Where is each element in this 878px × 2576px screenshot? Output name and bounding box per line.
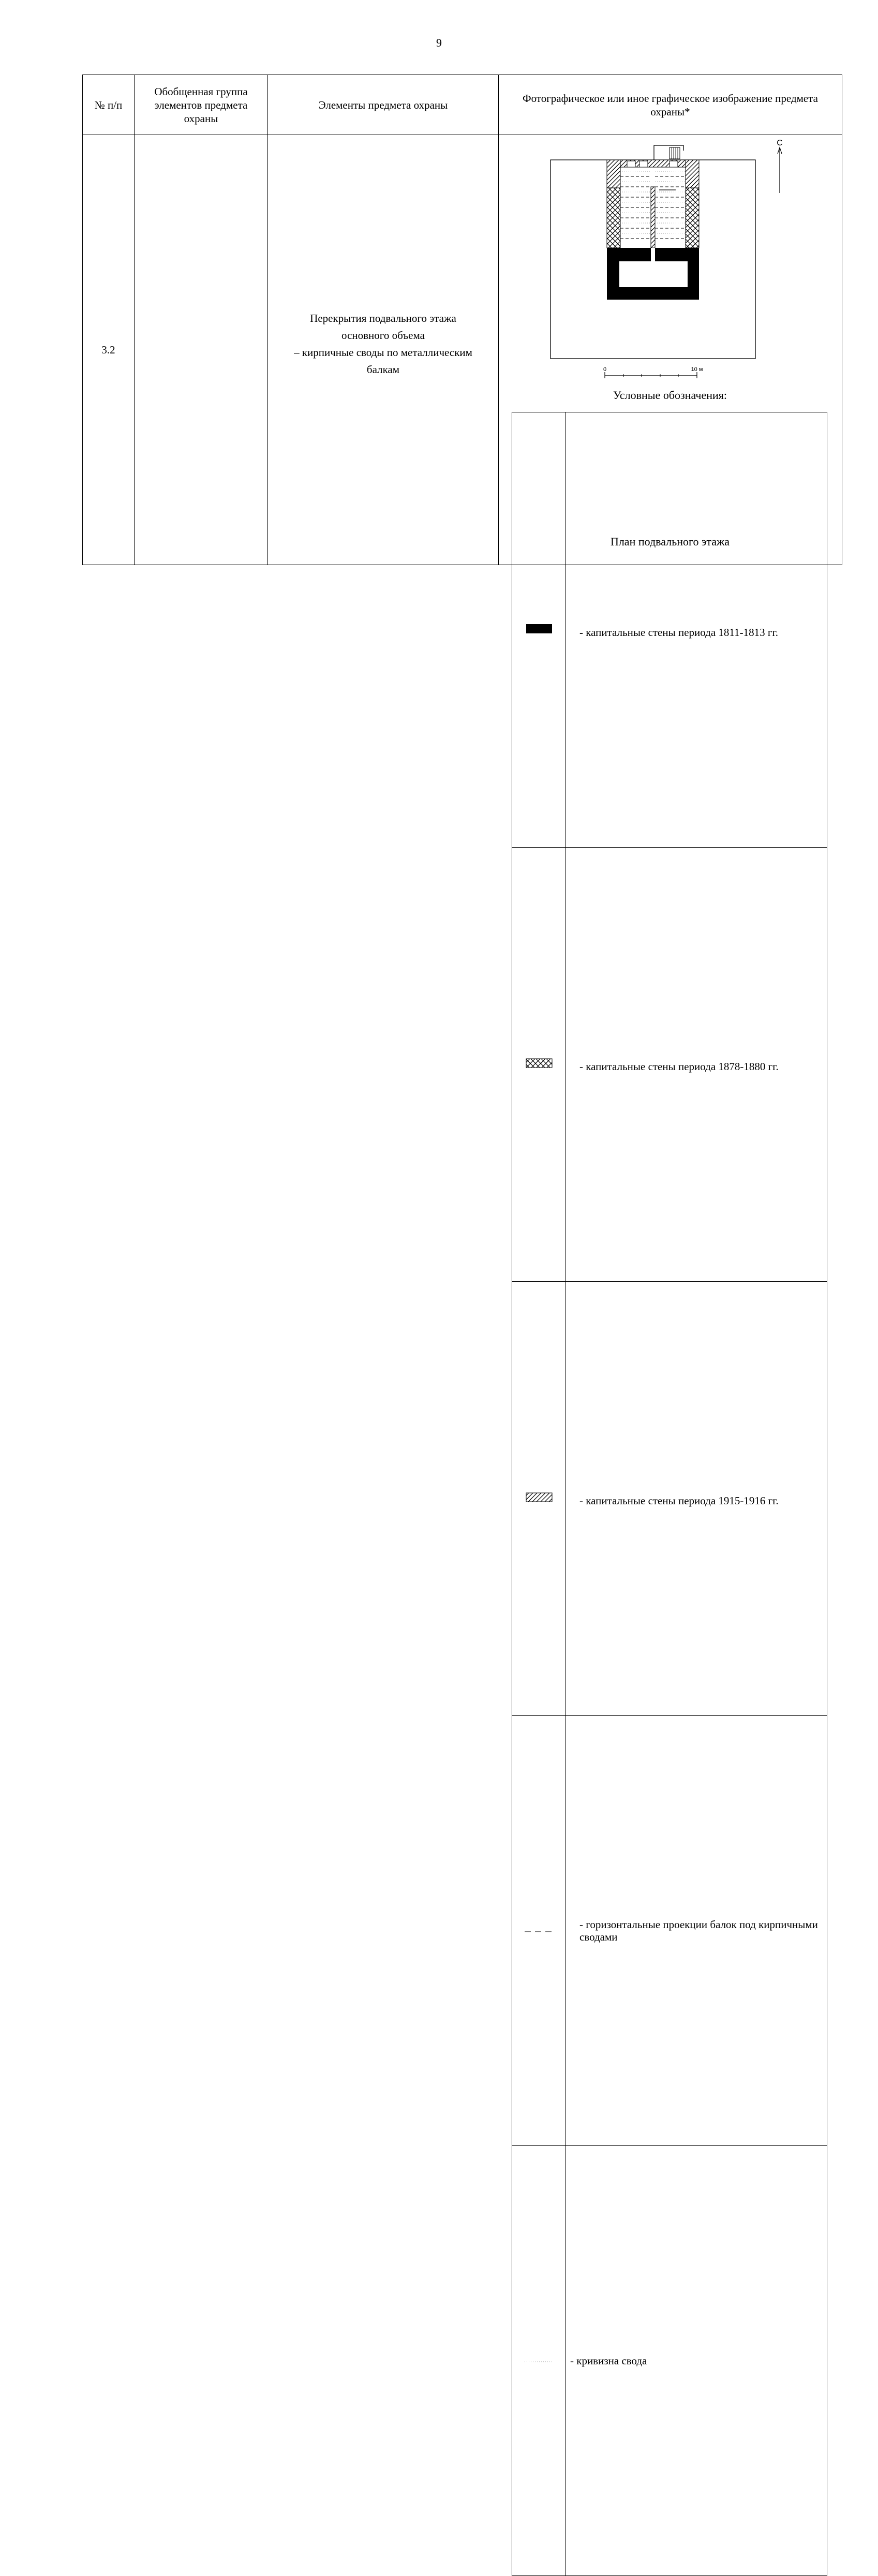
north-label: С <box>777 139 783 147</box>
scale-end-label: 10 м <box>691 366 703 373</box>
legend-text: - капитальные стены периода 1811-1813 гг. <box>566 412 827 848</box>
legend-row <box>512 848 827 1282</box>
header-group: Обобщенная группа элементов предмета охраны <box>135 75 268 135</box>
page-number: 9 <box>436 36 442 49</box>
elements-line: основного объема <box>341 329 425 342</box>
solid-black-swatch-icon <box>512 412 566 848</box>
legend-text: - капитальные стены периода 1878-1880 гг. <box>566 848 827 1282</box>
protection-table <box>82 75 842 2367</box>
row-group <box>135 135 268 565</box>
legend-row <box>512 2146 827 2576</box>
table-row <box>83 135 842 565</box>
legend-table <box>512 412 827 2576</box>
dashed-line-swatch-icon <box>512 1716 566 2146</box>
scale-start-label: 0 <box>603 366 607 373</box>
legend-text: - капитальные стены периода 1915-1916 гг. <box>566 1282 827 1716</box>
elements-line: балкам <box>366 363 400 376</box>
row-number: 3.2 <box>83 135 135 565</box>
legend-text: - горизонтальные проекции балок под кирпичными сводами <box>566 1716 827 2146</box>
elements-line: Перекрытия подвального этажа <box>310 312 456 324</box>
legend-text: - кривизна свода <box>566 2146 827 2576</box>
legend-title: Условные обозначения: <box>613 389 727 402</box>
legend-row <box>512 1716 827 2146</box>
header-number: № п/п <box>83 75 135 135</box>
row-image <box>499 135 842 2367</box>
table-header-row <box>83 75 842 135</box>
cross-hatch-swatch-icon <box>512 848 566 1282</box>
scale-bar <box>499 135 841 383</box>
row-elements <box>268 135 499 565</box>
header-image: Фотографическое или иное графическое изображение предмета охраны* <box>499 75 842 135</box>
legend-row <box>512 1282 827 1716</box>
legend-row <box>512 412 827 848</box>
diagonal-hatch-swatch-icon <box>512 1282 566 1716</box>
header-elements: Элементы предмета охраны <box>268 75 499 135</box>
elements-line: – кирпичные своды по металлическим <box>294 346 472 359</box>
plan-caption: План подвального этажа <box>610 535 730 548</box>
dotted-line-swatch-icon <box>512 2146 566 2576</box>
